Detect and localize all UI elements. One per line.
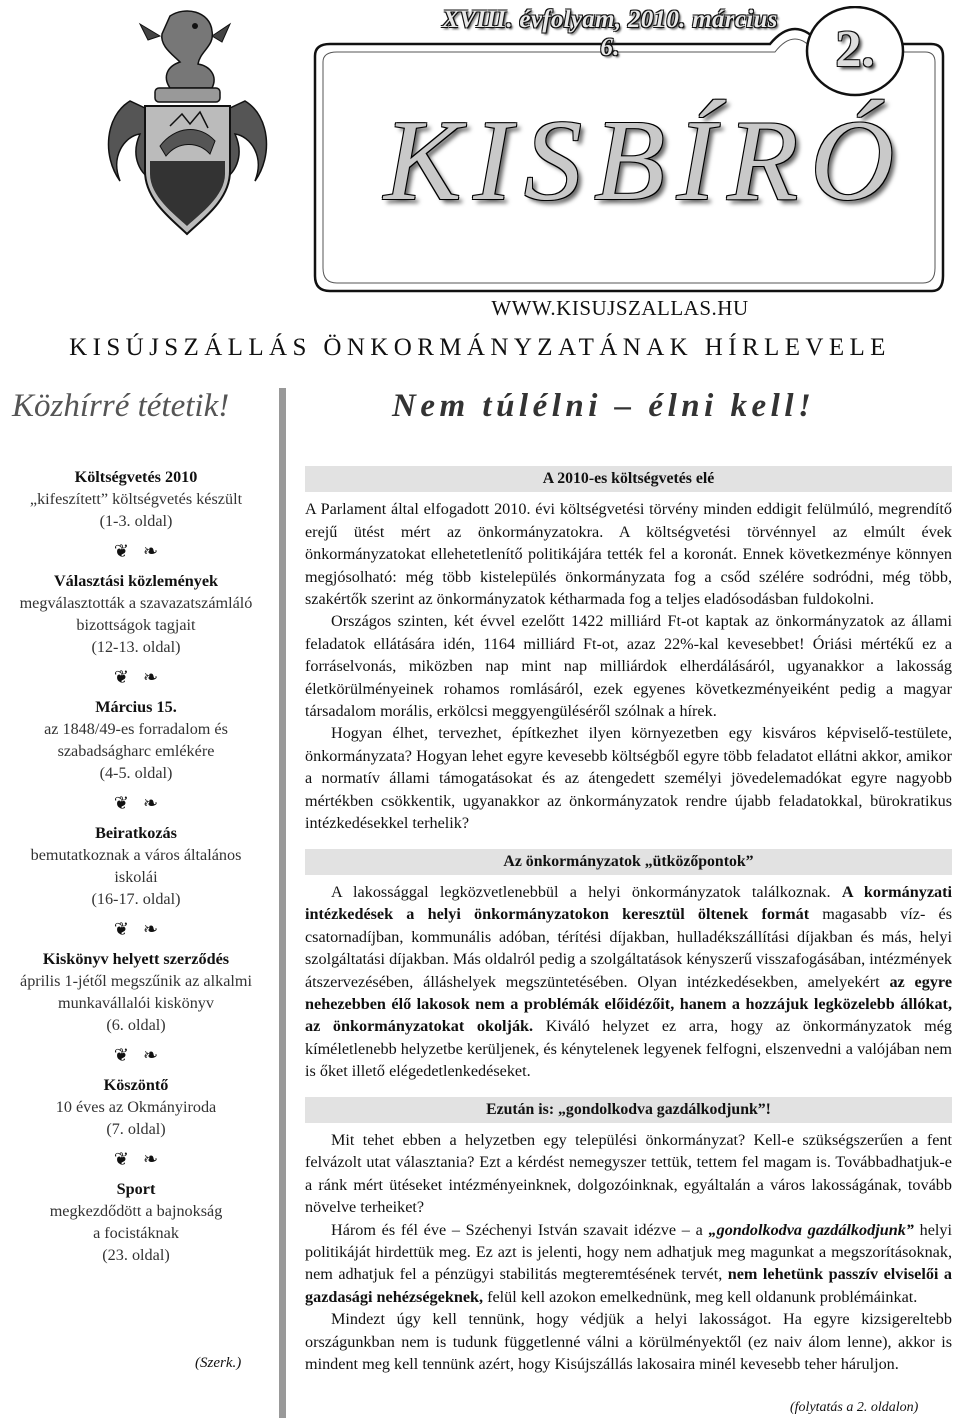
paragraph-text: Kiváló helyzet ez arra, hogy az önkormányzatok még kíméletlenebb helyzetbe kerüljenek, és kénytelenek legyenek felfogni, elszenvedni a valójában nem is őket illető elégedetlenkedéseket.: [305, 1017, 952, 1081]
toc-item-title: Március 15.: [95, 698, 177, 716]
ornament-separator: [10, 658, 262, 696]
toc-item-line: (16-17. oldal): [91, 890, 181, 908]
toc-item-line: 10 éves az Okmányiroda: [55, 1098, 217, 1116]
toc-item[interactable]: [10, 696, 262, 784]
toc-item-line: (1-3. oldal): [99, 512, 173, 530]
toc-item-title: Köszöntő: [103, 1076, 169, 1094]
toc-item-title: Sport: [116, 1180, 156, 1198]
leaf-ornament-right-icon: ❧: [143, 541, 159, 561]
leaf-ornament-right-icon: ❧: [143, 1045, 159, 1065]
emphasis-text: az egyre nehezebben élő lakosok nem a problémák előidézőit, hanem a hozzájuk legközelebb állókat, az önkormányzatokat okolják.: [305, 972, 953, 1036]
continued-note: (folytatás a 2. oldalon): [790, 1400, 919, 1415]
issue-number: 2.: [835, 21, 875, 78]
paragraph: [305, 881, 952, 1083]
column-divider: [279, 388, 286, 1418]
toc-item-line: (6. oldal): [106, 1016, 166, 1034]
leaf-ornament-right-icon: ❧: [143, 919, 159, 939]
toc-item-title: Költségvetés 2010: [74, 468, 198, 486]
section-heading: A 2010-es költségvetés elé: [305, 466, 952, 492]
table-of-contents: [10, 466, 262, 1266]
ornament-separator: [10, 910, 262, 948]
leaf-ornament-left-icon: ❦: [113, 793, 129, 813]
toc-item-line: az 1848/49-es forradalom és: [44, 720, 228, 738]
toc-item[interactable]: [10, 1178, 262, 1266]
toc-item-title: Beiratkozás: [95, 824, 177, 842]
toc-item-title: Választási közlemények: [53, 572, 219, 590]
toc-item[interactable]: [10, 822, 262, 910]
website-link[interactable]: WWW.KISUJSZALLAS.HU: [491, 296, 749, 320]
paragraph-text: A lakossággal legközvetlenebbül a helyi önkormányzatok találkoznak.: [331, 882, 842, 901]
leaf-ornament-left-icon: ❦: [113, 919, 129, 939]
paragraph-text: magasabb víz- és csatornadíjban, kommunális adóban, térítési díjakban, hulladékszállítási díjakban és más, helyi szolgáltatási díjakban. Más oldalról pedig a szolgáltatások kényszerű visszafogásában, intézmények átszervezésében, álláshelyek megszüntetésében. Olyan intézkedésekben, amelyekért: [305, 905, 952, 991]
coat-of-arms-image: [100, 6, 275, 241]
leaf-ornament-left-icon: ❦: [113, 1045, 129, 1065]
issue-date-line: XVIII. évfolyam, 2010. március 6.: [442, 6, 778, 61]
article-headline: Nem túlélni – élni kell!: [392, 388, 816, 424]
toc-item[interactable]: [10, 1074, 262, 1140]
toc-item-line: szabadságharc emlékére: [57, 742, 215, 760]
toc-item[interactable]: [10, 948, 262, 1036]
paragraph: Mit tehet ebben a helyzetben egy települési önkormányzat? Kell-e szükségszerűen a fent felvázolt utat választania? Ezt a kérdést nemegyszer tettük, tettem fel magam is. Továbbadhatjuk-e a ránk mért ütéseket intézményeinknek, dolgozóinknak, egyáltalán a város lakosságának, tovább növelve terheiket?: [305, 1130, 952, 1217]
ornament-separator: [10, 532, 262, 570]
toc-item[interactable]: [10, 570, 262, 658]
section-heading: Az önkormányzatok „ütközőpontok”: [305, 849, 952, 875]
paragraph: Országos szinten, két évvel ezelőtt 1422 milliárd Ft-ot kaptak az önkormányzatok az állami feladatok ellátására idén, 1164 milliárd Ft-ot, azaz 22%-kal kevesebbet! Óriási mértékű ez a forráselvonás, miközben nap mint nap milliárdok elherdálásáról, ugyanakkor a lakosság életkörülményeinek rohamos romlásáról, ezek egyenes következményeiként pedig a magyar társadalom morális, erkölcsi meggyengüléséről szólnak a hírek.: [305, 612, 952, 721]
sidebar-heading: Közhírré tétetik!: [12, 388, 230, 424]
toc-item-line: munkavállalói kiskönyv: [57, 994, 214, 1012]
toc-item-line: (7. oldal): [106, 1120, 166, 1138]
toc-item-line: (4-5. oldal): [99, 764, 173, 782]
paragraph: Mindezt úgy kell tennünk, hogy védjük a helyi lakosságot. Ha egyre kizsigereltebb országunkban nem is tudunk függetlenné válni a körülményektől (ez naiv álom lenne), akkor is mindent meg kell tennünk azért, hogy Kisújszállás lakosaira minél kevesebb teher háruljon.: [305, 1310, 952, 1374]
toc-item[interactable]: [10, 466, 262, 532]
paragraph-text: helyi politikáját hirdettük meg. Ez azt is jelenti, hogy nem adhatjuk meg magunkat a megszorításoknak, nem adhatjuk fel a pénzügyi stabilitás megteremtésének tervét,: [305, 1220, 952, 1284]
ornament-separator: [10, 784, 262, 822]
emphasis-text: nem lehetünk passzív elviselői a gazdasági nehézségeknek,: [305, 1265, 952, 1306]
paragraph: [305, 1219, 952, 1309]
toc-item-line: április 1-jétől megszűnik az alkalmi: [20, 972, 252, 990]
toc-item-line: a focistáknak: [93, 1224, 179, 1242]
paragraph-text: Három és fél éve – Széchenyi István szavait idézve – a: [331, 1220, 709, 1239]
paragraph: A Parlament által elfogadott 2010. évi költségvetési törvény minden eddigit felülmúló, megrendítő erejű ütést mért az önkormányzatokra. A költségvetési törvénnyel az elmúlt évek önkormányzatokat ellehetetlenítő politikájára tették fel a koronát. Ennek következménye könnyen megjósolható: még több kistelepülés önkormányzata fog a csőd szélére sodródni, még több, szakértők szerint az önkormányzatok kétharmada fog a teljes eladósodásban fuldokolni.: [305, 500, 952, 609]
emphasis-text: A kormányzati intézkedések a helyi önkormányzatokon keresztül öltenek formát: [305, 882, 952, 924]
newsletter-title: KISBÍRÓ: [383, 97, 907, 225]
newsletter-subtitle: KISÚJSZÁLLÁS ÖNKORMÁNYZATÁNAK HÍRLEVELE: [69, 334, 891, 361]
toc-item-line: (12-13. oldal): [91, 638, 181, 656]
section-heading: Ezután is: „gondolkodva gazdálkodjunk”!: [305, 1097, 952, 1123]
paragraph-text: felül kell azokon emelkednünk, meg kell oldanunk problémáinkat.: [483, 1287, 918, 1306]
toc-item-line: bemutatkoznak a város általános: [30, 846, 242, 864]
toc-item-line: bizottságok tagjait: [76, 616, 196, 634]
ornament-separator: [10, 1140, 262, 1178]
toc-item-line: (23. oldal): [102, 1246, 170, 1264]
editor-signature: (Szerk.): [195, 1355, 242, 1371]
toc-item-title: Kiskönyv helyett szerződés: [42, 950, 230, 968]
toc-item-line: „kifeszített” költségvetés készült: [29, 490, 243, 508]
ornament-separator: [10, 1036, 262, 1074]
toc-item-line: megkezdődött a bajnokság: [49, 1202, 223, 1220]
leaf-ornament-left-icon: ❦: [113, 1149, 129, 1169]
leaf-ornament-left-icon: ❦: [113, 541, 129, 561]
toc-item-line: iskolái: [114, 868, 158, 886]
leaf-ornament-left-icon: ❦: [113, 667, 129, 687]
quote-text: „gondolkodva gazdálkodjunk”: [708, 1220, 914, 1239]
paragraph: Hogyan élhet, tervezhet, építkezhet ilyen környezetben egy kisváros képviselő-testülete, önkormányzata? Hogyan lehet egyre kevesebb költségből egyre több feladatot ellátni akkor, amikor a normatív állami támogatásokat és az átengedett személyi jövedelemadókat egyre nagyobb mértékben csökkentik, ugyanakkor az önkormányzatok rendre újabb feladatokkal, bürokratikus intézkedésekkel terhelik?: [305, 724, 952, 833]
leaf-ornament-right-icon: ❧: [143, 793, 159, 813]
leaf-ornament-right-icon: ❧: [143, 667, 159, 687]
toc-item-line: megválasztották a szavazatszámláló: [19, 594, 253, 612]
article-body: [305, 466, 952, 1375]
leaf-ornament-right-icon: ❧: [143, 1149, 159, 1169]
